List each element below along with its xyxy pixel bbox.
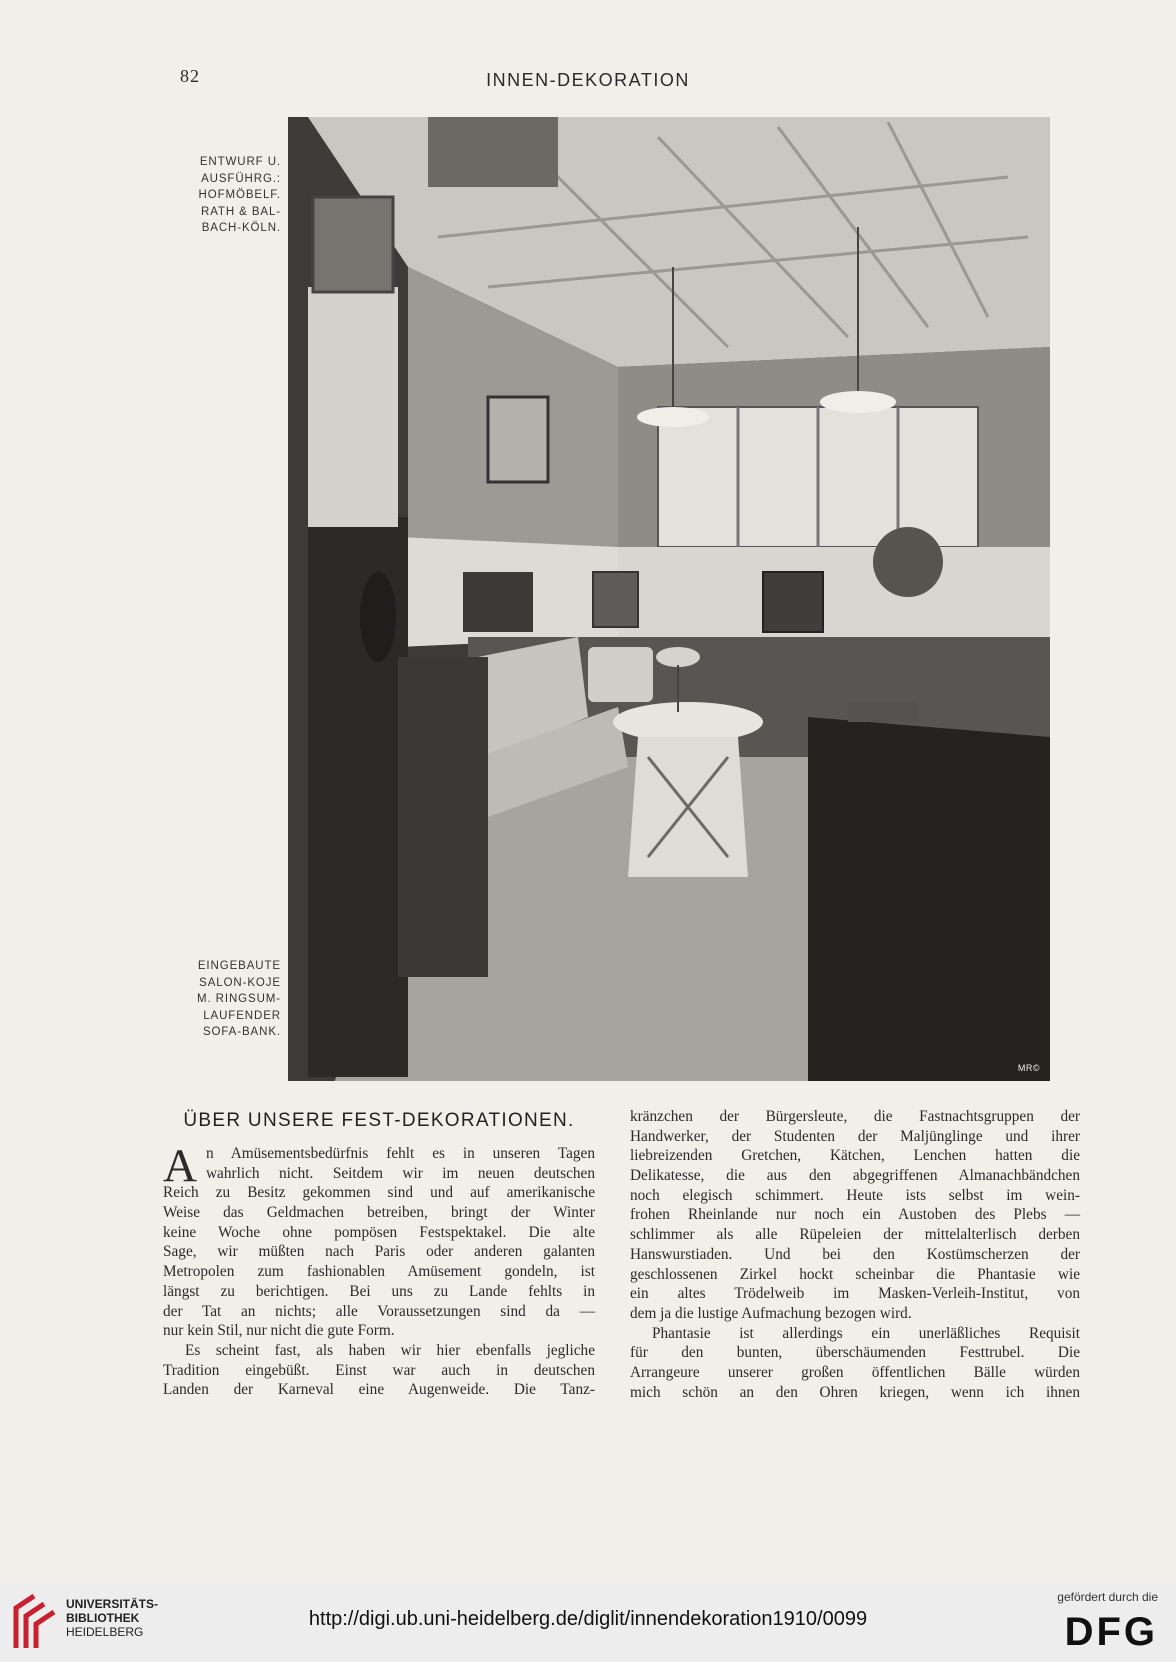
digitization-footer: [0, 1580, 1176, 1662]
text-line: Arrangeure unserer großen öffentlichen Bälle würden: [630, 1363, 1080, 1381]
dfg-logo-icon: DFG: [1064, 1610, 1158, 1654]
potted-plant: [873, 527, 943, 597]
text-line: Tradition eingebüßt. Einst war auch in deutschen: [163, 1361, 595, 1379]
interior-photograph: [288, 117, 1050, 1081]
text-line: frohen Rheinlande nur noch ein Austoben des Plebs —: [630, 1206, 1080, 1224]
permalink[interactable]: http://digi.ub.uni-heidelberg.de/diglit/innendekoration1910/0099: [308, 1608, 868, 1630]
table-lamp: [656, 647, 700, 667]
article-title: ÜBER UNSERE FEST-DEKORATIONEN.: [183, 1110, 575, 1131]
text-line: Es scheint fast, als haben wir hier ebenfalls jegliche: [185, 1341, 595, 1359]
wall-niche: [463, 572, 533, 632]
text-line: schlimmer als alle Rüpeleien der mittelalterlisch derben: [630, 1226, 1080, 1244]
running-head: INNEN-DEKORATION: [486, 70, 690, 90]
text-line: Landen der Karneval eine Augenweide. Die Tanz-: [163, 1381, 595, 1399]
vase: [360, 572, 396, 662]
text-line: Handwerker, der Studenten der Maljünglinge und ihrer: [630, 1127, 1080, 1145]
back-paneling: [618, 547, 1050, 647]
text-line: n Amüsementsbedürfnis fehlt es in unseren Tagen: [206, 1145, 595, 1162]
pilaster: [308, 287, 398, 527]
page-number: 82: [180, 66, 200, 86]
bookcase: [398, 657, 488, 977]
text-column-right: [630, 1107, 1080, 1402]
text-line: geschlossenen Zirkel hockt scheinbar die Phantasie wie: [630, 1265, 1080, 1283]
text-line: nur kein Stil, nur nicht die gute Form.: [163, 1322, 395, 1340]
library-line-2: BIBLIOTHEK: [66, 1611, 140, 1625]
ceiling-beam: [428, 117, 558, 187]
writing-desk: [808, 717, 1050, 1081]
text-line: längst zu berichtigen. Bei uns zu Lande fehlts in: [163, 1282, 595, 1300]
text-line: Weise das Geldmachen betreiben, bringt der Winter: [163, 1204, 595, 1222]
text-line: keine Woche ohne pompösen Festspektakel. Die alte: [163, 1223, 595, 1241]
text-line: Reich zu Besitz gekommen sind und auf amerikanische: [163, 1184, 595, 1202]
text-line: kränzchen der Bürgersleute, die Fastnachtsgruppen der: [630, 1108, 1080, 1125]
text-line: ein altes Trödelweib im Masken-Verleih-Institut, von: [630, 1285, 1080, 1303]
text-line: mich schön an den Ohren kriegen, wenn ich ihnen: [630, 1383, 1080, 1401]
text-line: Metropolen zum fashionablen Amüsement gondeln, ist: [163, 1263, 595, 1281]
wall-picture: [488, 397, 548, 482]
text-line: Hanswurstiaden. Und bei den Kostümscherzen der: [630, 1245, 1080, 1263]
relief-panel: [313, 197, 393, 292]
text-line: liebreizenden Gretchen, Kätchen, Lenchen hatten die: [630, 1147, 1080, 1165]
cushion: [588, 647, 653, 702]
room-illustration: [288, 117, 1050, 1081]
funding-note: gefördert durch die: [1057, 1590, 1158, 1604]
drop-cap: A: [163, 1140, 197, 1192]
caption-description: EINGEBAUTE SALON-KOJE M. RINGSUM- LAUFENDER SOFA-BANK.: [196, 960, 281, 1038]
text-column-left: [163, 1140, 595, 1400]
library-line-3: HEIDELBERG: [66, 1625, 144, 1639]
library-line-1: UNIVERSITÄTS-: [66, 1597, 159, 1611]
text-line: Sage, wir müßten nach Paris oder anderen galanten: [163, 1243, 595, 1261]
table-top: [613, 702, 763, 742]
text-line: wahrlich nicht. Seitdem wir im neuen deutschen: [206, 1164, 595, 1182]
text-line: dem ja die lustige Aufmachung bezogen wird.: [630, 1304, 912, 1322]
text-line: noch elegisch schimmert. Heute ists selbst im wein-: [630, 1186, 1080, 1204]
photo-monogram: MR©: [1017, 1063, 1040, 1073]
framed-print-1: [593, 572, 638, 627]
text-line: Phantasie ist allerdings ein unerläßliches Requisit: [652, 1324, 1080, 1342]
caption-designer: ENTWURF U. AUSFÜHRG.: HOFMÖBELF. RATH & BAL- BACH-KÖLN.: [198, 156, 281, 234]
framed-print-2: [763, 572, 823, 632]
text-line: Delikatesse, die aus den abgegriffenen Almanachbändchen: [630, 1167, 1080, 1185]
text-line: für den bunten, überschäumenden Festtrubel. Die: [630, 1344, 1080, 1362]
text-line: der Tat an nichts; alle Voraussetzungen sind da —: [163, 1302, 595, 1320]
book-on-desk: [848, 702, 918, 722]
